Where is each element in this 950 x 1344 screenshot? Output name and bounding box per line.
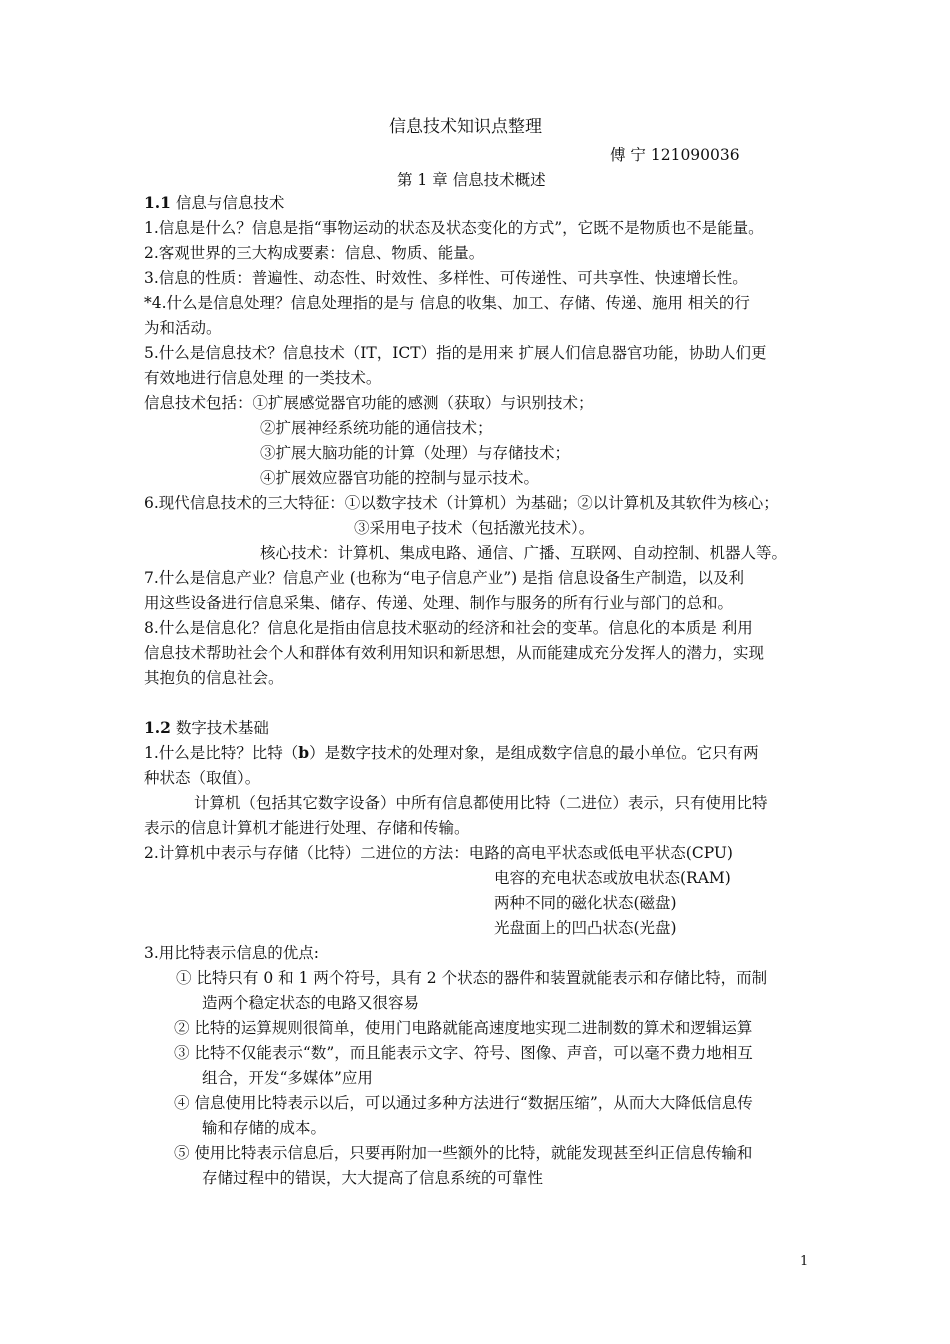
- paragraph-line: 8.什么是信息化？信息化是指由信息技术驱动的经济和社会的变革。信息化的本质是 利用: [144, 619, 753, 637]
- section-heading-1-2: [144, 718, 269, 738]
- page-number: 1: [800, 1254, 809, 1269]
- paragraph-line: 用这些设备进行信息采集、储存、传递、处理、制作与服务的所有行业与部门的总和。: [144, 594, 734, 612]
- paragraph-line: ③扩展大脑功能的计算（处理）与存储技术；: [260, 444, 571, 462]
- list-item-continuation: 组合，开发“多媒体”应用: [202, 1069, 373, 1087]
- section-name: 数字技术基础: [175, 719, 269, 737]
- paragraph-line: *4.什么是信息处理？信息处理指的是与 信息的收集、加工、存储、传递、施用 相关的行: [144, 294, 750, 312]
- text-run: 1.什么是比特？比特（: [144, 744, 299, 762]
- document-title: 信息技术知识点整理: [389, 117, 542, 137]
- paragraph-line: 核心技术：计算机、集成电路、通信、广播、互联网、自动控制、机器人等。: [260, 544, 788, 562]
- paragraph-line: 信息技术包括：①扩展感觉器官功能的感测（获取）与识别技术；: [144, 394, 594, 412]
- paragraph-line: ④扩展效应器官功能的控制与显示技术。: [260, 469, 540, 487]
- paragraph-line: ②扩展神经系统功能的通信技术；: [260, 419, 493, 437]
- paragraph-line: 计算机（包括其它数字设备）中所有信息都使用比特（二进位）表示，只有使用比特: [194, 794, 768, 812]
- text-run: ）是数字技术的处理对象，是组成数字信息的最小单位。它只有两: [309, 744, 759, 762]
- paragraph-line: 其抱负的信息社会。: [144, 669, 284, 687]
- list-item-continuation: 存储过程中的错误，大大提高了信息系统的可靠性: [202, 1169, 544, 1187]
- chapter-heading: 第 1 章 信息技术概述: [397, 171, 546, 189]
- paragraph-line: 2.客观世界的三大构成要素：信息、物质、能量。: [144, 244, 485, 262]
- paragraph-line: 3.用比特表示信息的优点:: [144, 944, 320, 962]
- paragraph-line: [144, 743, 759, 763]
- paragraph-line: 3.信息的性质：普遍性、动态性、时效性、多样性、可传递性、可共享性、快速增长性。: [144, 269, 748, 287]
- list-item: ② 比特的运算规则很简单，使用门电路就能高速度地实现二进制数的算术和逻辑运算: [174, 1019, 753, 1037]
- paragraph-line: 两种不同的磁化状态(磁盘): [494, 894, 677, 912]
- author-line: 傅 宁 121090036: [610, 146, 740, 164]
- paragraph-line: 光盘面上的凹凸状态(光盘): [494, 919, 677, 937]
- paragraph-line: 有效地进行信息处理 的一类技术。: [144, 369, 382, 387]
- paragraph-line: 6.现代信息技术的三大特征：①以数字技术（计算机）为基础；②以计算机及其软件为核心；: [144, 494, 779, 512]
- paragraph-line: 1.信息是什么？信息是指“事物运动的状态及状态变化的方式”，它既不是物质也不是能量。: [144, 219, 764, 237]
- list-item-continuation: 输和存储的成本。: [202, 1119, 327, 1137]
- section-number: 1.2: [144, 718, 171, 737]
- paragraph-line: 表示的信息计算机才能进行处理、存储和传输。: [144, 819, 470, 837]
- section-number: 1.1: [144, 193, 171, 212]
- paragraph-line: 2.计算机中表示与存储（比特）二进位的方法：电路的高电平状态或低电平状态(CPU): [144, 844, 733, 862]
- bold-text: b: [298, 743, 310, 762]
- paragraph-line: 种状态（取值）。: [144, 769, 261, 787]
- list-item: ④ 信息使用比特表示以后，可以通过多种方法进行“数据压缩”，从而大大降低信息传: [174, 1094, 753, 1112]
- section-name: 信息与信息技术: [175, 194, 285, 212]
- paragraph-line: 信息技术帮助社会个人和群体有效利用知识和新思想，从而能建成充分发挥人的潜力，实现: [144, 644, 765, 662]
- paragraph-line: 为和活动。: [144, 319, 222, 337]
- paragraph-line: 电容的充电状态或放电状态(RAM): [494, 869, 731, 887]
- list-item: ① 比特只有 0 和 1 两个符号，具有 2 个状态的器件和装置就能表示和存储比特，而制: [176, 969, 768, 987]
- list-item: ③ 比特不仅能表示“数”，而且能表示文字、符号、图像、声音，可以毫不费力地相互: [174, 1044, 753, 1062]
- section-heading-1-1: [144, 193, 284, 213]
- list-item: ⑤ 使用比特表示信息后，只要再附加一些额外的比特，就能发现甚至纠正信息传输和: [174, 1144, 753, 1162]
- paragraph-line: 5.什么是信息技术？信息技术（IT，ICT）指的是用来 扩展人们信息器官功能，协助人们更: [144, 344, 767, 362]
- paragraph-line: ③采用电子技术（包括激光技术）。: [354, 519, 595, 537]
- list-item-continuation: 造两个稳定状态的电路又很容易: [202, 994, 420, 1012]
- paragraph-line: 7.什么是信息产业？信息产业 (也称为“电子信息产业”) 是指 信息设备生产制造，以及利: [144, 569, 745, 587]
